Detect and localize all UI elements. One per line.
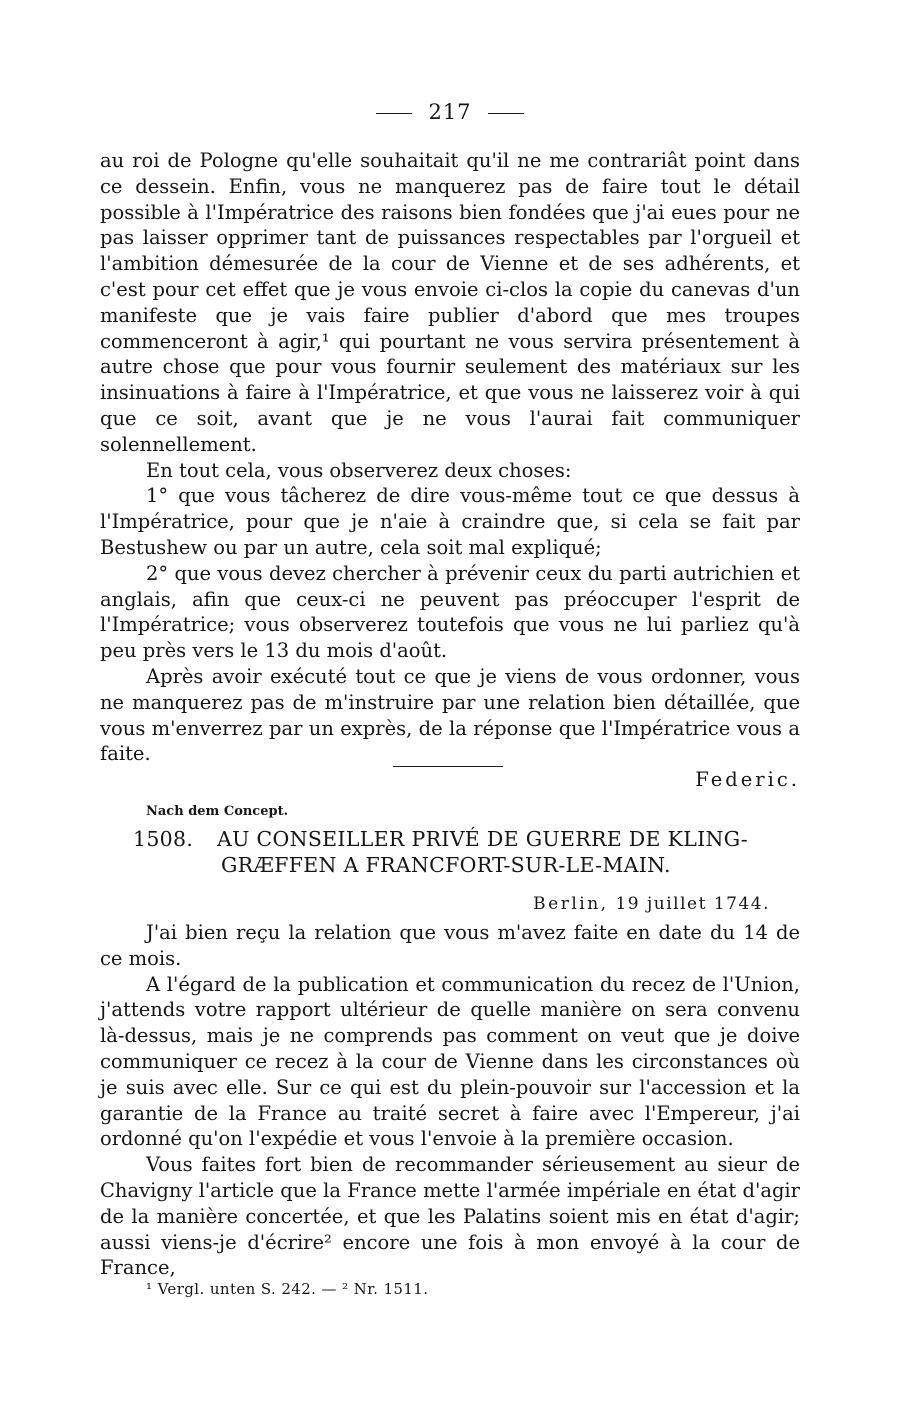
previous-letter-body xyxy=(100,148,800,825)
footnotes: ¹ Vergl. unten S. 242. — ² Nr. 1511. xyxy=(146,1280,429,1298)
dateline-place: Berlin, xyxy=(533,894,609,914)
paragraph: En tout cela, vous observerez deux choses: xyxy=(146,458,572,482)
paragraph: Après avoir exécuté tout ce que je viens de vous ordonner, vous ne manquerez pas de m'instruire par une relation bien détaillée, que vous m'enverrez par un exprès, de la réponse que l'Impératrice vous a faite. xyxy=(100,664,800,766)
header-rule-right xyxy=(488,113,524,114)
letter-body xyxy=(100,920,800,1281)
paragraph: 2° que vous devez chercher à prévenir ceux du parti autrichien et anglais, afin que ceux-ci ne peuvent pas préoccuper l'esprit de l'Impératrice; vous observerez toutefois que vous ne lui parliez qu'à peu près vers le 13 du mois d'août. xyxy=(100,561,800,663)
section-divider xyxy=(393,766,503,767)
signature-line xyxy=(100,767,800,793)
header-rule-left xyxy=(376,113,412,114)
source-note: Nach dem Concept. xyxy=(146,803,289,819)
letter-title-line1: AU CONSEILLER PRIVÉ DE GUERRE DE KLING- xyxy=(217,827,749,851)
letter-number: 1508. xyxy=(133,827,194,851)
dateline-date: 19 juillet 1744. xyxy=(615,894,770,914)
letter-heading xyxy=(133,826,773,878)
page-header xyxy=(0,100,900,124)
paragraph: Vous faites fort bien de recommander sérieusement au sieur de Chavigny l'article que la France mette l'armée impériale en état d'agir de la manière concertée, et que les Palatins soient mis en état d'agir; aussi viens-je d'écrire² encore une fois à mon envoyé à la cour de France, xyxy=(100,1153,800,1280)
page-number: 217 xyxy=(428,100,472,124)
paragraph: J'ai bien reçu la relation que vous m'avez faite en date du 14 de ce mois. xyxy=(100,921,800,970)
letter-title-line2: GRÆFFEN A FRANCFORT-SUR-LE-MAIN. xyxy=(221,853,671,877)
paragraph: 1° que vous tâcherez de dire vous-même tout ce que dessus à l'Impératrice, pour que je n'aie à craindre que, si cela se fait par Bestushew ou par un autre, cela soit mal expliqué; xyxy=(100,484,800,559)
signature: Federic. xyxy=(695,768,800,792)
dateline xyxy=(100,894,770,914)
paragraph: A l'égard de la publication et communication du recez de l'Union, j'attends votre rapport ultérieur de quelle manière on sera convenu là-dessus, mais je ne comprends pas comment on veut que je doive communiquer ce recez à la cour de Vienne dans les circonstances où je suis avec elle. Sur ce qui est du plein-pouvoir sur l'accession et la garantie de la France au traité secret à faire avec l'Empereur, j'ai ordonné qu'on l'expédie et vous l'envoie à la première occasion. xyxy=(100,972,800,1151)
paragraph: au roi de Pologne qu'elle souhaitait qu'il ne me contrariât point dans ce dessein. Enfin, vous ne manquerez pas de faire tout le détail possible à l'Impératrice des raisons bien fondées que j'ai eues pour ne pas laisser opprimer tant de puissances respectables par l'orgueil et l'ambition démesurée de la cour de Vienne et de ses adhérents, et c'est pour cet effet que je vous envoie ci-clos la copie du canevas d'un manifeste que je vais faire publier d'abord que mes troupes commenceront à agir,¹ qui pourtant ne vous servira présentement à autre chose que pour vous fournir seulement des matériaux sur les insinuations à faire à l'Impératrice, et que vous ne laisserez voir à qui que ce soit, avant que je ne vous l'aurai fait communiquer solennellement. xyxy=(100,149,800,456)
